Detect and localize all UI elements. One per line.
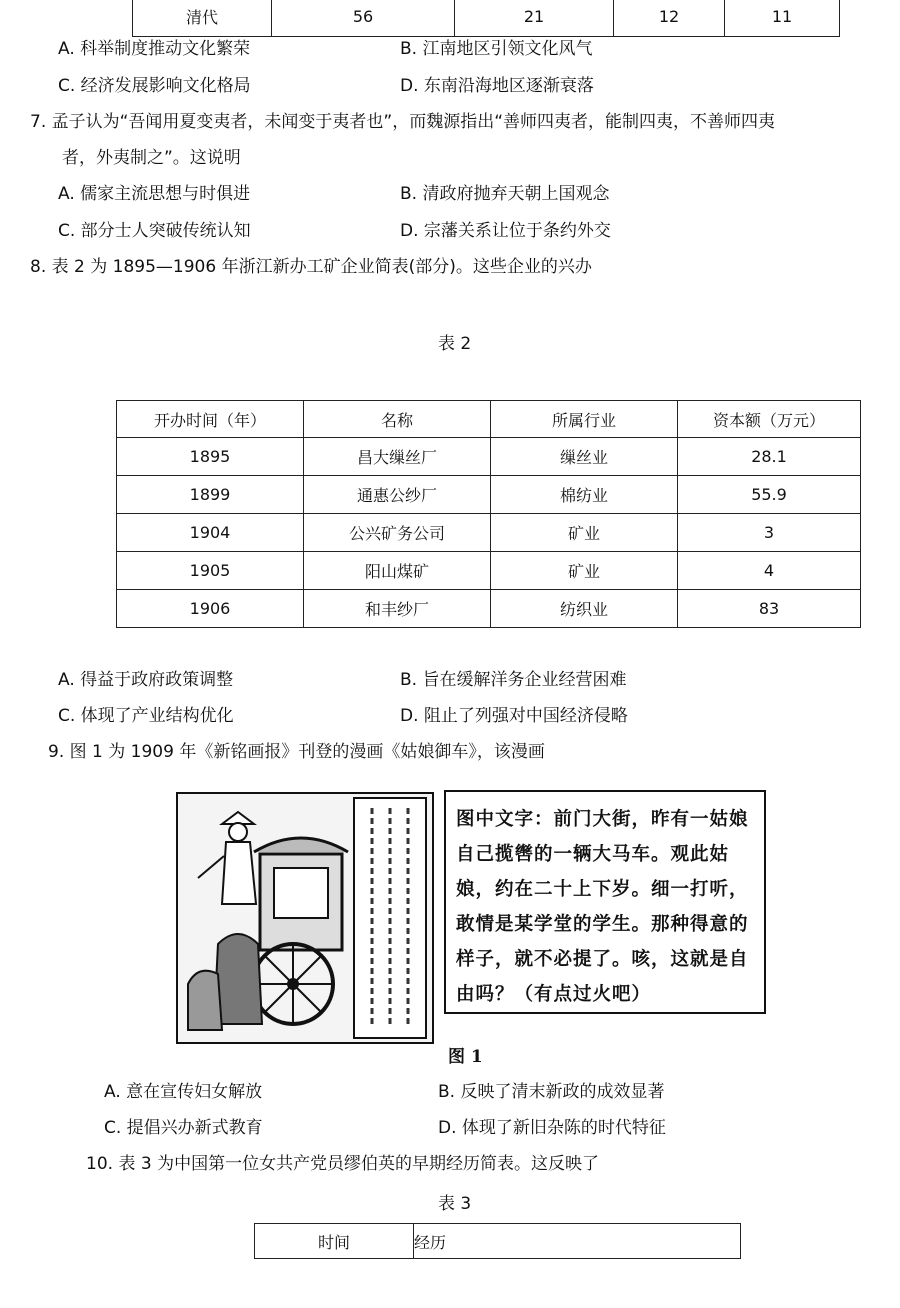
table-cell: 56 <box>272 0 455 37</box>
q6-option-c: C. 经济发展影响文化格局 <box>58 76 251 96</box>
comic-illustration <box>176 792 434 1044</box>
table-cell: 矿业 <box>491 514 678 552</box>
q8-stem: 8. 表 2 为 1895—1906 年浙江新办工矿企业简表(部分)。这些企业的兴办 <box>30 257 592 277</box>
table-cell: 棉纺业 <box>491 476 678 514</box>
table-cell: 4 <box>678 552 861 590</box>
q7-stem-line1: 7. 孟子认为“吾闻用夏变夷者，未闻变于夷者也”，而魏源指出“善师四夷者，能制四夷，不善师四夷 <box>30 112 776 132</box>
table-caption: 表 2 <box>438 334 472 354</box>
q8-option-a: A. 得益于政府政策调整 <box>58 670 234 690</box>
table-cell: 通惠公纱厂 <box>304 476 491 514</box>
table-header-row <box>255 1224 741 1259</box>
q6-option-d: D. 东南沿海地区逐渐衰落 <box>400 76 594 96</box>
table-cell: 28.1 <box>678 438 861 476</box>
q9-stem: 9. 图 1 为 1909 年《新铭画报》刊登的漫画《姑娘御车》，该漫画 <box>48 742 545 762</box>
table-row <box>117 552 861 590</box>
table-cell: 1899 <box>117 476 304 514</box>
table-cell: 1895 <box>117 438 304 476</box>
q7-option-a: A. 儒家主流思想与时俱进 <box>58 184 251 204</box>
q7-stem-line2: 者，外夷制之”。这说明 <box>62 148 241 168</box>
q9-option-b: B. 反映了清末新政的成效显著 <box>438 1082 665 1102</box>
table-cell: 21 <box>455 0 614 37</box>
table-cell: 55.9 <box>678 476 861 514</box>
table-cell: 1906 <box>117 590 304 628</box>
carriage-drawing <box>178 794 432 1042</box>
q9-option-d: D. 体现了新旧杂陈的时代特征 <box>438 1118 666 1138</box>
table-cell: 12 <box>614 0 725 37</box>
table-header-row <box>117 401 861 438</box>
q10-stem: 10. 表 3 为中国第一位女共产党员缪伯英的早期经历简表。这反映了 <box>86 1154 600 1174</box>
figure-caption: 图 1 <box>448 1047 483 1067</box>
q8-option-d: D. 阻止了列强对中国经济侵略 <box>400 706 628 726</box>
q9-option-c: C. 提倡兴办新式教育 <box>104 1118 263 1138</box>
table-cell: 矿业 <box>491 552 678 590</box>
q6-option-b: B. 江南地区引领文化风气 <box>400 39 593 59</box>
column-header: 时间 <box>255 1224 414 1259</box>
top-table <box>132 0 840 37</box>
q9-option-a: A. 意在宣传妇女解放 <box>104 1082 263 1102</box>
column-header: 所属行业 <box>491 401 678 438</box>
table-row <box>117 514 861 552</box>
table-cell: 昌大缫丝厂 <box>304 438 491 476</box>
enterprise-table <box>116 400 861 628</box>
q7-option-b: B. 清政府抛弃天朝上国观念 <box>400 184 610 204</box>
column-header: 开办时间（年） <box>117 401 304 438</box>
comic-text-box: 图中文字：前门大街，昨有一姑娘自己揽辔的一辆大马车。观此姑娘，约在二十上下岁。细一打听，敢情是某学堂的学生。那种得意的样子，就不必提了。咳，这就是自由吗？（有点过火吧） <box>444 790 766 1014</box>
table-cell: 缫丝业 <box>491 438 678 476</box>
table-row <box>117 476 861 514</box>
table-cell: 1904 <box>117 514 304 552</box>
column-header: 名称 <box>304 401 491 438</box>
column-header: 资本额（万元） <box>678 401 861 438</box>
table-cell: 清代 <box>133 0 272 37</box>
table-cell: 1905 <box>117 552 304 590</box>
table-cell: 公兴矿务公司 <box>304 514 491 552</box>
table-cell: 和丰纱厂 <box>304 590 491 628</box>
table-cell: 83 <box>678 590 861 628</box>
table-cell: 阳山煤矿 <box>304 552 491 590</box>
q6-option-a: A. 科举制度推动文化繁荣 <box>58 39 251 59</box>
column-header: 经历 <box>414 1224 741 1259</box>
q7-option-d: D. 宗藩关系让位于条约外交 <box>400 221 611 241</box>
q8-option-b: B. 旨在缓解洋务企业经营困难 <box>400 670 627 690</box>
q7-option-c: C. 部分士人突破传统认知 <box>58 221 251 241</box>
experience-table <box>254 1223 741 1259</box>
table-cell: 11 <box>725 0 840 37</box>
table-row <box>117 590 861 628</box>
table-row <box>117 438 861 476</box>
table-row <box>133 0 840 37</box>
table-cell: 3 <box>678 514 861 552</box>
table-caption: 表 3 <box>438 1194 472 1214</box>
table-cell: 纺织业 <box>491 590 678 628</box>
q8-option-c: C. 体现了产业结构优化 <box>58 706 234 726</box>
